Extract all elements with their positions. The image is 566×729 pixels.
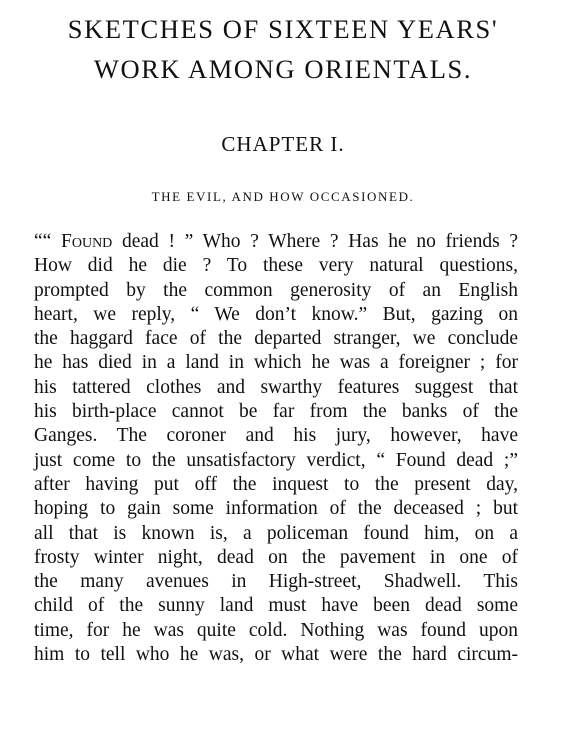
text-line-9: Ganges. The coroner and his jury, however, have	[34, 425, 518, 447]
text-line-4: heart, we reply, “ We don’t know.” But, gazing on	[34, 303, 518, 325]
opening-quote: ““	[34, 231, 61, 252]
text-line-3: prompted by the common generosity of an English	[34, 279, 518, 301]
book-title-line-1: SKETCHES OF SIXTEEN YEARS'	[67, 14, 499, 44]
text-line-16: child of the sunny land must have been dead some	[34, 595, 518, 617]
opening-word: Found	[61, 231, 113, 252]
text-line-14: frosty winter night, dead on the pavement in one of	[34, 546, 518, 568]
text-line-6: he has died in a land in which he was a foreigner ; for	[34, 352, 518, 374]
chapter-heading: CHAPTER I.	[221, 132, 345, 156]
text-line-10: just come to the unsatisfactory verdict, “ Found dead ;”	[34, 449, 518, 471]
book-title-line-2: WORK AMONG ORIENTALS.	[93, 54, 473, 84]
text-line-15: the many avenues in High-street, Shadwell. This	[34, 571, 518, 593]
text-line-1	[34, 230, 518, 254]
text-line-18: him to tell who he was, or what were the hard circum-	[34, 644, 518, 666]
text-line-11: after having put off the inquest to the present day,	[34, 473, 518, 495]
chapter-subheading: THE EVIL, AND HOW OCCASIONED.	[151, 189, 415, 204]
text-line-2: How did he die ? To these very natural questions,	[34, 255, 518, 277]
text-line-12: hoping to gain some information of the deceased ; but	[34, 498, 518, 520]
text-line-13: all that is known is, a policeman found him, on a	[34, 522, 518, 544]
text-line-5: the haggard face of the departed stranger, we conclude	[34, 328, 518, 350]
text-line-7: his tattered clothes and swarthy features suggest that	[34, 376, 518, 398]
body-paragraph	[34, 230, 518, 667]
text-line-17: time, for he was quite cold. Nothing was found upon	[34, 619, 518, 641]
text-line-8: his birth-place cannot be far from the banks of the	[34, 401, 518, 423]
text-line-1-rest: dead ! ” Who ? Where ? Has he no friends ?	[112, 231, 518, 252]
